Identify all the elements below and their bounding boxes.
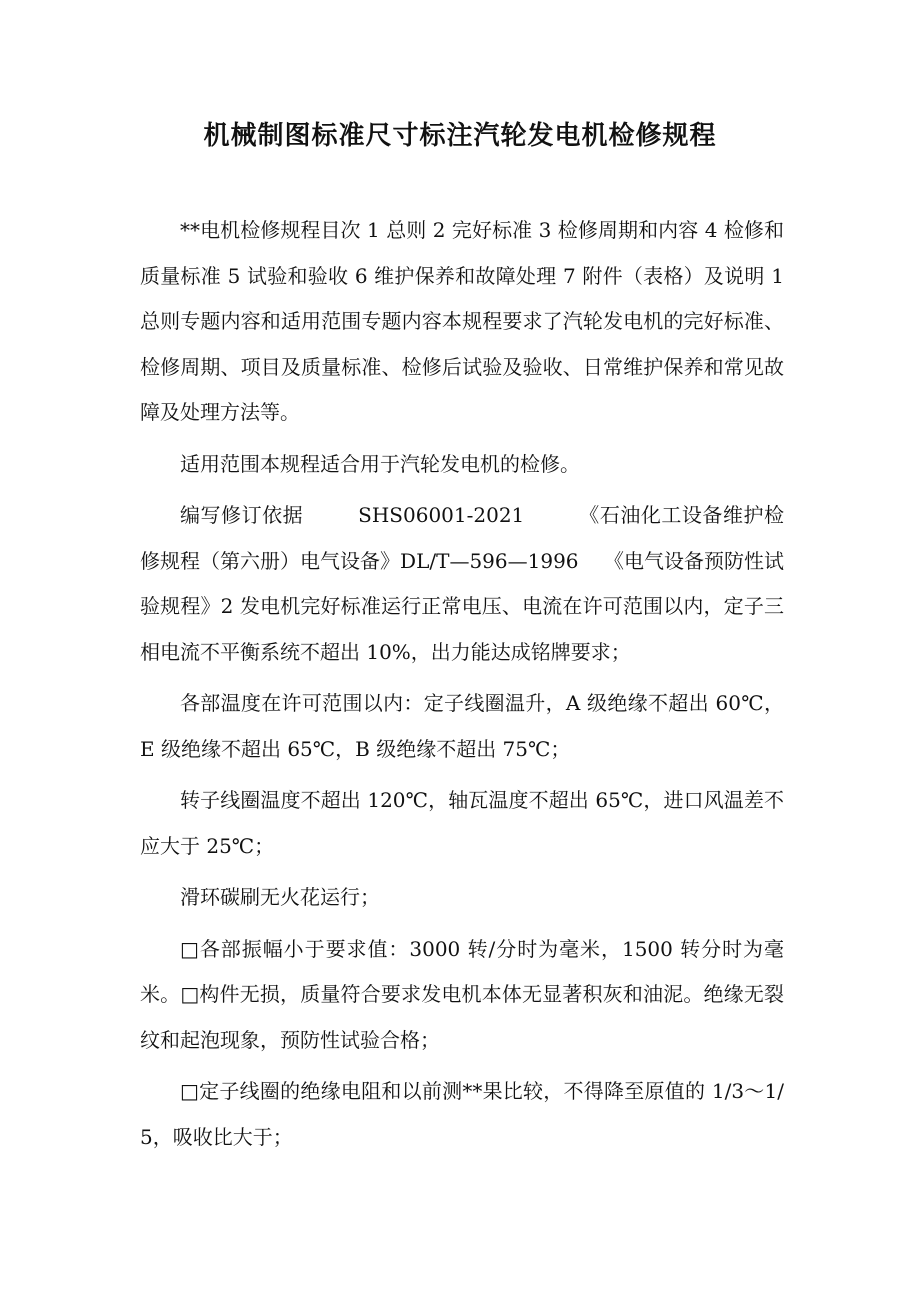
paragraph-overview: **电机检修规程目次 1 总则 2 完好标准 3 检修周期和内容 4 检修和质量标准 5 试验和验收 6 维护保养和故障处理 7 附件（表格）及说明 1 总则专题内容和适用范围专题内容本规程要求了汽轮发电机的完好标准、检修周期、项目及质量标准、检修后试验及验收、日常维护保养和常见故障及处理方法等。	[140, 218, 791, 424]
paragraph-insulation: □定子线圈的绝缘电阻和以前测**果比较，不得降至原值的 1/3～1/5，吸收比大于；	[140, 1079, 784, 1149]
paragraph-scope: 适用范围本规程适合用于汽轮发电机的检修。	[180, 451, 580, 476]
paragraph-slip-ring: 滑环碳刷无火花运行；	[180, 885, 380, 909]
paragraph-rotor-temperature: 转子线圈温度不超出 120℃，轴瓦温度不超出 65℃，进口风温差不应大于 25℃；	[140, 788, 784, 858]
paragraph-temperature-limits: 各部温度在许可范围以内：定子线圈温升，A 级绝缘不超出 60℃，E 级绝缘不超出 65℃，B 级绝缘不超出 75℃；	[140, 691, 784, 761]
paragraph-references: 编写修订依据 SHS06001-2021 《石油化工设备维护检修规程（第六册）电气设备》DL/T—596—1996 《电气设备预防性试验规程》2 发电机完好标准运行正常电压、电流在许可范围以内，定子三相电流不平衡系统不超出 10%，出力能达成铭牌要求；	[140, 503, 784, 664]
document-body	[140, 208, 791, 1166]
document-title: 机械制图标准尺寸标注汽轮发电机检修规程	[203, 121, 717, 151]
paragraph-vibration: □各部振幅小于要求值：3000 转/分时为毫米，1500 转分时为毫米。□构件无损，质量符合要求发电机本体无显著积灰和油泥。绝缘无裂纹和起泡现象，预防性试验合格；	[140, 936, 784, 1052]
